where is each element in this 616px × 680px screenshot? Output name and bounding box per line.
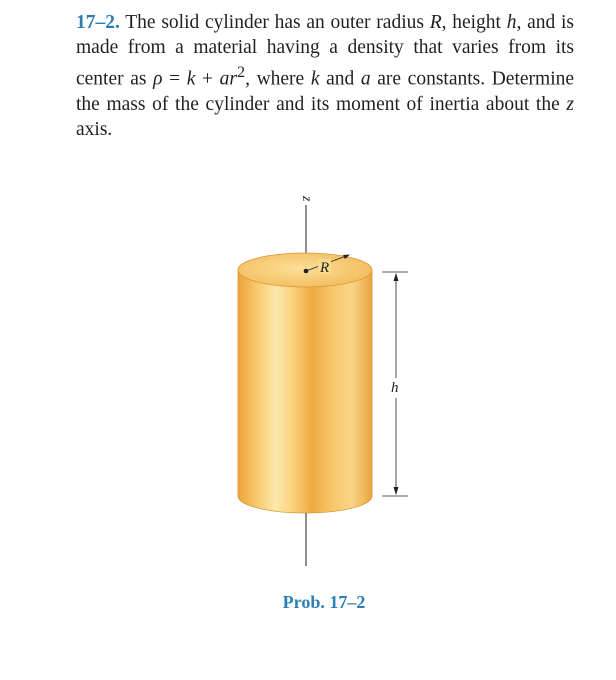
- var-rho: ρ: [153, 68, 163, 90]
- height-arrow-top: [394, 273, 399, 281]
- text-run: , and is made from a material having a density that varies from its center as: [76, 12, 574, 90]
- text-run: , height: [441, 12, 507, 33]
- var-h: h: [506, 12, 517, 33]
- text-run: =: [162, 68, 187, 90]
- height-label: h: [391, 380, 399, 396]
- text-run: The solid cylinder has an outer radius: [119, 12, 430, 33]
- z-axis-label: z: [299, 196, 314, 202]
- text-run: are constants. Determine the mass of the cylinder and its moment of inertia about the: [76, 68, 575, 115]
- var-z: z: [566, 93, 574, 115]
- figure-caption: [0, 592, 616, 613]
- var-k: k: [186, 68, 196, 90]
- var-R: R: [429, 12, 442, 33]
- caption-text: Prob. 17–2: [282, 592, 366, 612]
- exponent: 2: [236, 63, 246, 81]
- text-run: axis.: [76, 118, 113, 140]
- problem-number: 17–2.: [76, 12, 120, 33]
- height-arrow-bottom: [394, 487, 399, 495]
- var-a: a: [360, 68, 371, 90]
- cylinder-body: [238, 270, 372, 513]
- text-run: +: [195, 68, 220, 90]
- var-ar: ar: [219, 68, 237, 90]
- var-k: k: [310, 68, 320, 90]
- text-run: and: [319, 68, 361, 90]
- text-run: , where: [245, 68, 311, 90]
- radius-label: R: [320, 260, 330, 276]
